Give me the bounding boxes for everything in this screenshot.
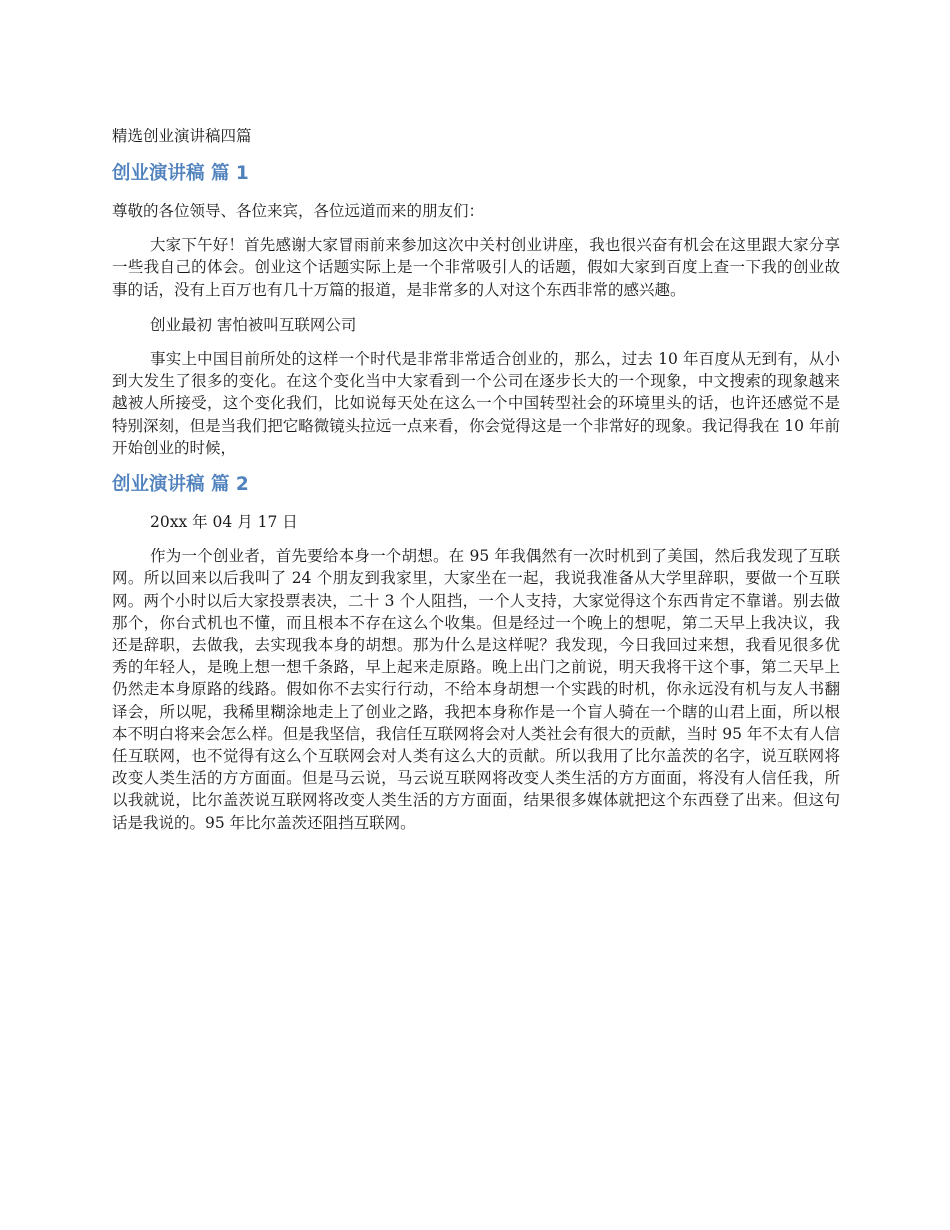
document-body xyxy=(112,124,840,847)
body-paragraph: 大家下午好！首先感谢大家冒雨前来参加这次中关村创业讲座，我也很兴奋有机会在这里跟大家分享一些我自己的体会。创业这个话题实际上是一个非常吸引人的话题，假如大家到百度上查一下我的创业故事的话，没有上百万也有几十万篇的报道，是非常多的人对这个东西非常的感兴趣。 xyxy=(112,236,840,299)
section-2 xyxy=(112,472,840,834)
section-heading: 创业演讲稿 篇 2 xyxy=(112,474,249,496)
section-1 xyxy=(112,161,840,459)
body-paragraph: 作为一个创业者，首先要给本身一个胡想。在 95 年我偶然有一次时机到了美国，然后我发现了互联网。所以回来以后我叫了 24 个朋友到我家里，大家坐在一起，我说我准备从大学里辞职，要做一个互联网。两个小时以后大家投票表决，二十 3 个人阻挡，一个人支持，大家觉得这个东西肯定不靠谱。别去做那个，你台式机也不懂，而且根本不存在这么个收集。但是经过一个晚上的想呢，第二天早上我决议，我还是辞职，去做我，去实现我本身的胡想。那为什么是这样呢？我发现，今日我回过来想，我看见很多优秀的年轻人，是晚上想一想千条路，早上起来走原路。晚上出门之前说，明天我将干这个事，第二天早上仍然走本身原路的线路。假如你不去实行行动，不给本身胡想一个实践的时机，你永远没有机与友人书翻译会，所以呢，我稀里糊涂地走上了创业之路，我把本身称作是一个盲人骑在一个瞎的山君上面，所以根本不明白将来会怎么样。但是我坚信，我信任互联网将会对人类社会有很大的贡献，当时 95 年不太有人信任互联网，也不觉得有这么个互联网会对人类有这么大的贡献。所以我用了比尔盖茨的名字，说互联网将改变人类生活的方方面面。但是马云说，马云说互联网将改变人类生活的方方面面，将没有人信任我，所以我就说，比尔盖茨说互联网将改变人类生活的方方面面，结果很多媒体就把这个东西登了出来。但这句话是我说的。95 年比尔盖茨还阻挡互联网。 xyxy=(112,547,840,832)
date-line: 20xx 年 04 月 17 日 xyxy=(150,513,298,532)
section-heading: 创业演讲稿 篇 1 xyxy=(112,163,249,184)
salutation: 尊敬的各位领导、各位来宾，各位远道而来的朋友们： xyxy=(112,202,485,220)
subheading: 创业最初 害怕被叫互联网公司 xyxy=(150,315,357,334)
document-title: 精选创业演讲稿四篇 xyxy=(112,127,252,145)
body-paragraph: 事实上中国目前所处的这样一个时代是非常非常适合创业的，那么，过去 10 年百度从无到有，从小到大发生了很多的变化。在这个变化当中大家看到一个公司在逐步长大的一个现象，中文搜索的现象越来越被人所接受，这个变化我们，比如说每天处在这么一个中国转型社会的环境里头的话，也许还感觉不是特别深刻，但是当我们把它略微镜头拉远一点来看，你会觉得这是一个非常好的现象。我记得我在 10 年前开始创业的时候， xyxy=(112,350,840,457)
